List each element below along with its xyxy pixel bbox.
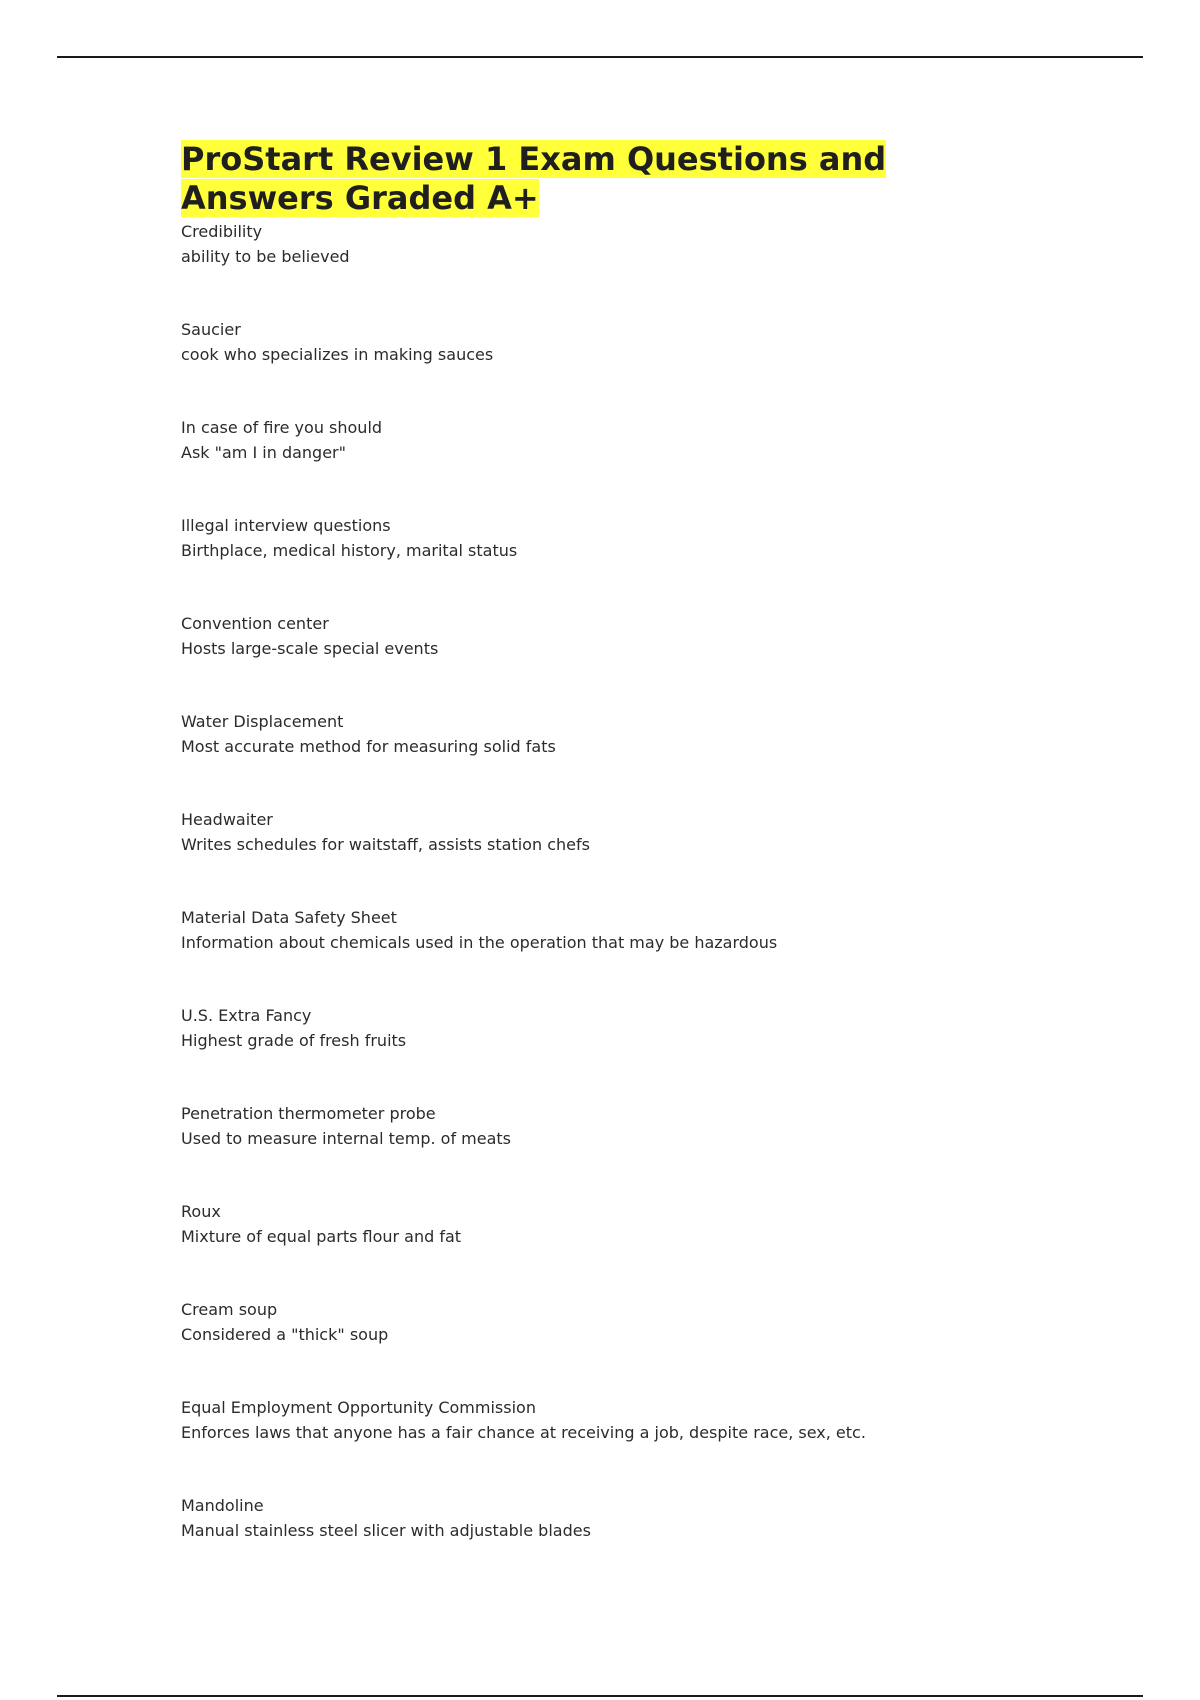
qa-item (181, 220, 1081, 269)
title-line-1: ProStart Review 1 Exam Questions and (181, 140, 887, 178)
qa-item (181, 710, 1081, 759)
qa-item (181, 1004, 1081, 1053)
qa-definition: Highest grade of fresh fruits (181, 1030, 407, 1050)
qa-definition: Information about chemicals used in the operation that may be hazardous (181, 932, 778, 952)
qa-term: Material Data Safety Sheet (181, 908, 397, 927)
qa-definition: cook who specializes in making sauces (181, 344, 494, 364)
qa-term: Saucier (181, 320, 241, 339)
qa-term: Penetration thermometer probe (181, 1104, 436, 1123)
qa-definition: Birthplace, medical history, marital status (181, 540, 518, 560)
qa-term: Roux (181, 1202, 221, 1221)
qa-term: Cream soup (181, 1300, 278, 1319)
qa-term: In case of fire you should (181, 418, 383, 437)
qa-definition: Most accurate method for measuring solid fats (181, 736, 556, 756)
qa-definition: Used to measure internal temp. of meats (181, 1128, 512, 1148)
qa-term: Convention center (181, 614, 329, 633)
qa-item (181, 416, 1081, 465)
qa-term: Water Displacement (181, 712, 344, 731)
qa-term: Illegal interview questions (181, 516, 391, 535)
qa-definition: Hosts large-scale special events (181, 638, 439, 658)
document-body (181, 140, 1081, 1543)
footer-rule (57, 1695, 1143, 1697)
qa-item (181, 1298, 1081, 1347)
document-title (181, 140, 1081, 218)
qa-definition: Ask "am I in danger" (181, 442, 346, 462)
qa-definition: Manual stainless steel slicer with adjustable blades (181, 1520, 591, 1540)
qa-definition: Writes schedules for waitstaff, assists station chefs (181, 834, 590, 854)
qa-term: Headwaiter (181, 810, 273, 829)
qa-item (181, 808, 1081, 857)
qa-definition: Enforces laws that anyone has a fair chance at receiving a job, despite race, sex, etc. (181, 1422, 866, 1442)
qa-term: U.S. Extra Fancy (181, 1006, 312, 1025)
qa-term: Mandoline (181, 1496, 264, 1515)
qa-item (181, 1102, 1081, 1151)
qa-term: Credibility (181, 222, 263, 241)
qa-item (181, 1396, 1081, 1445)
qa-item (181, 1494, 1081, 1543)
qa-item (181, 318, 1081, 367)
qa-term: Equal Employment Opportunity Commission (181, 1398, 536, 1417)
qa-definition: Mixture of equal parts flour and fat (181, 1226, 462, 1246)
qa-item (181, 1200, 1081, 1249)
qa-definition: ability to be believed (181, 246, 350, 266)
title-line-2: Answers Graded A+ (181, 179, 539, 217)
qa-item (181, 612, 1081, 661)
qa-definition: Considered a "thick" soup (181, 1324, 389, 1344)
qa-item (181, 906, 1081, 955)
qa-item (181, 514, 1081, 563)
header-rule (57, 56, 1143, 58)
